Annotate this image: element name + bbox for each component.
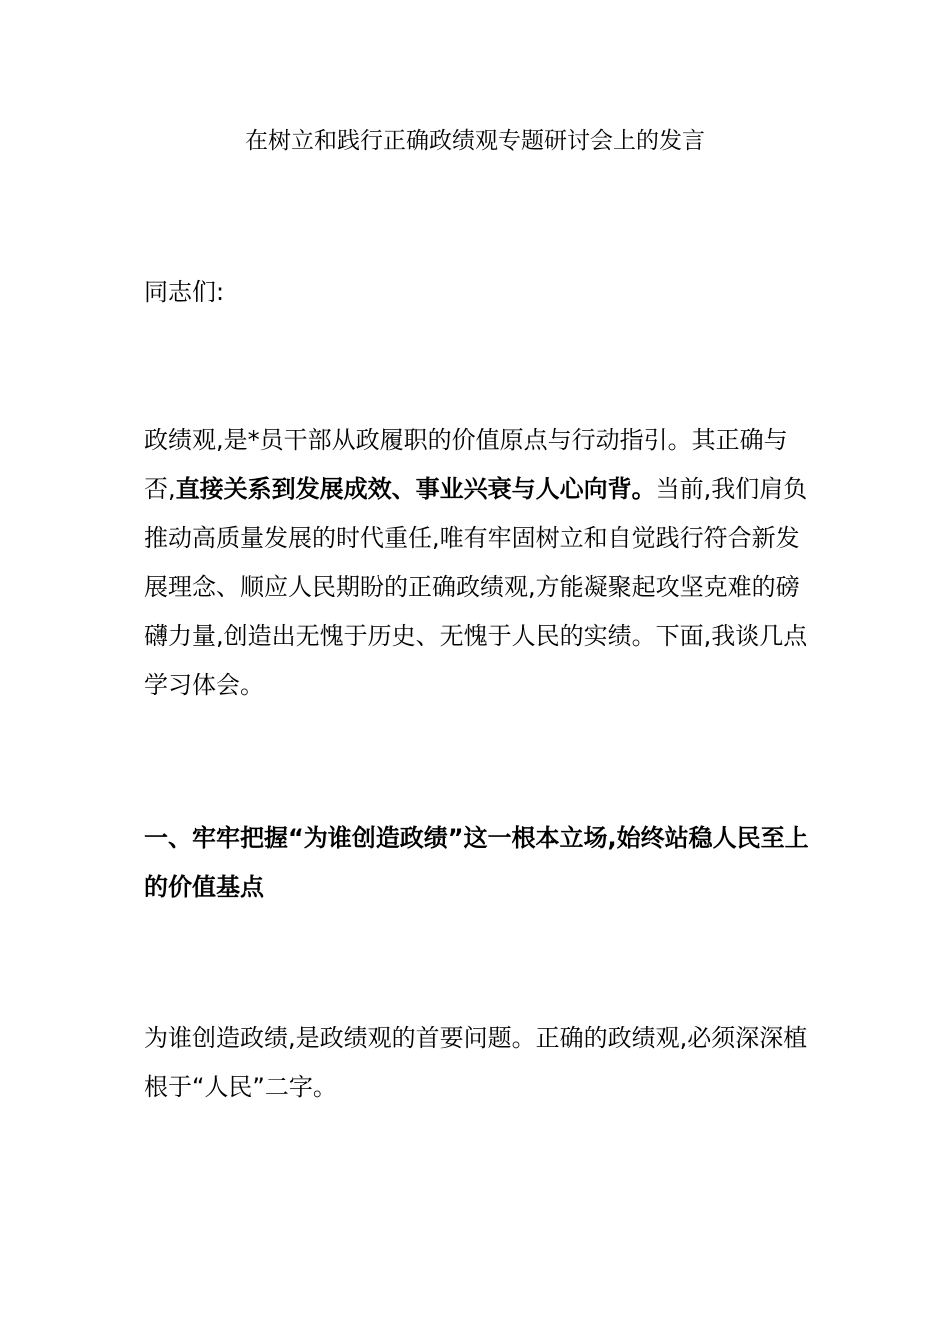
intro-text-part2: 当前,我们肩负推动高质量发展的时代重任,唯有牢固树立和自觉践行符合新发展理念、顺应人民期盼的正确政绩观,方能凝聚起攻坚克难的磅礴力量,创造出无愧于历史、无愧于人民的实绩。下面,我谈几点学习体会。 — [144, 475, 808, 699]
intro-text-part1: 政绩观,是*员干部从政履职的价值原点与行动指引。其正确与否, — [144, 426, 788, 503]
intro-bold-text: 直接关系到发展成效、事业兴衰与人心向背。 — [175, 475, 656, 503]
section-1-paragraph: 为谁创造政绩,是政绩观的首要问题。正确的政绩观,必须深深植根于“人民”二字。 — [144, 1024, 808, 1101]
intro-paragraph — [144, 416, 810, 710]
salutation: 同志们: — [144, 278, 225, 306]
document-title: 在树立和践行正确政绩观专题研讨会上的发言 — [245, 128, 705, 154]
section-heading-1: 一、牢牢把握“为谁创造政绩”这一根本立场,始终站稳人民至上的价值基点 — [144, 824, 809, 901]
